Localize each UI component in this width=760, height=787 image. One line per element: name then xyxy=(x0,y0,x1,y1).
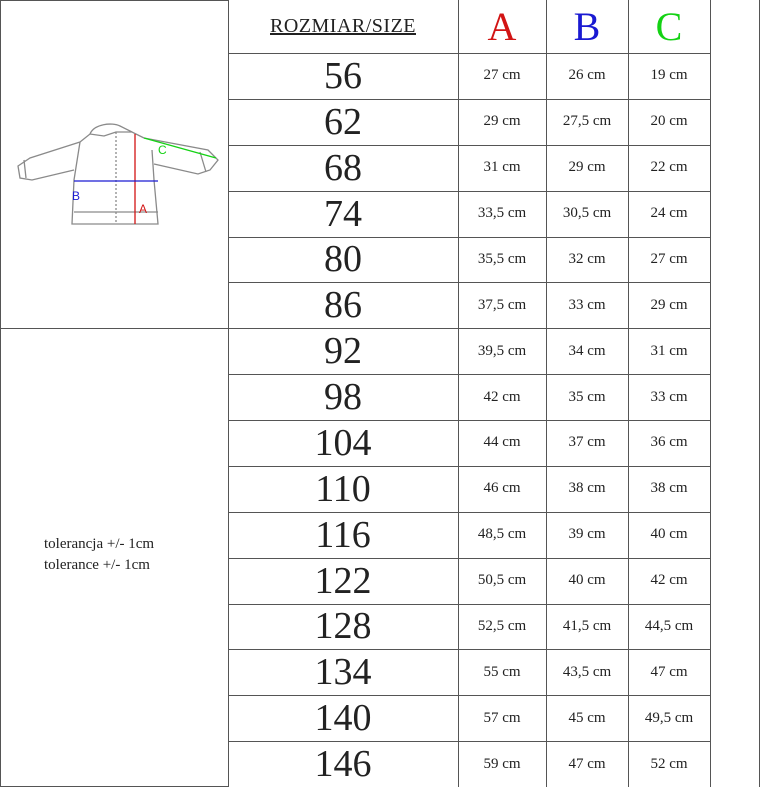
measure-a: 55 cm xyxy=(483,663,521,680)
jacket-diagram xyxy=(12,120,220,230)
measure-c: 33 cm xyxy=(650,388,688,405)
measure-b: 43,5 cm xyxy=(562,663,612,680)
measure-a: 37,5 cm xyxy=(477,296,527,313)
measure-b: 27,5 cm xyxy=(562,113,612,130)
measure-c: 19 cm xyxy=(650,67,688,84)
size-value: 62 xyxy=(324,100,362,143)
size-value: 92 xyxy=(324,330,362,373)
measure-c: 49,5 cm xyxy=(644,709,694,726)
size-value: 140 xyxy=(314,697,372,740)
measure-c: 47 cm xyxy=(650,663,688,680)
size-value: 128 xyxy=(314,605,372,648)
measure-b: 45 cm xyxy=(568,709,606,726)
size-value: 146 xyxy=(314,743,372,786)
size-header: ROZMIAR/SIZE xyxy=(270,15,416,37)
measure-c: 27 cm xyxy=(650,250,688,267)
measure-a: 27 cm xyxy=(483,67,521,84)
measure-b: 33 cm xyxy=(568,296,606,313)
size-value: 104 xyxy=(314,421,372,464)
measure-b: 37 cm xyxy=(568,434,606,451)
size-value: 56 xyxy=(324,54,362,97)
measure-a: 46 cm xyxy=(483,480,521,497)
label-b: B xyxy=(72,189,81,203)
size-value: 80 xyxy=(324,238,362,281)
measure-b: 30,5 cm xyxy=(562,205,612,222)
label-c: C xyxy=(158,143,167,157)
size-value: 122 xyxy=(314,559,372,602)
measure-b: 34 cm xyxy=(568,342,606,359)
measure-c: 31 cm xyxy=(650,342,688,359)
measure-a: 33,5 cm xyxy=(477,205,527,222)
measure-a: 31 cm xyxy=(483,159,521,176)
measure-a: 35,5 cm xyxy=(477,250,527,267)
measure-b: 41,5 cm xyxy=(562,617,612,634)
measure-a: 52,5 cm xyxy=(477,617,527,634)
measure-a: 29 cm xyxy=(483,113,521,130)
measure-c: 44,5 cm xyxy=(644,617,694,634)
column-header-b: B xyxy=(573,4,601,49)
size-value: 134 xyxy=(314,651,372,694)
size-value: 116 xyxy=(315,513,371,556)
measure-a: 59 cm xyxy=(483,755,521,772)
size-value: 86 xyxy=(324,284,362,327)
measure-b: 29 cm xyxy=(568,159,606,176)
measure-c: 42 cm xyxy=(650,572,688,589)
measure-a: 48,5 cm xyxy=(477,526,527,543)
measure-c: 38 cm xyxy=(650,480,688,497)
measure-b: 32 cm xyxy=(568,250,606,267)
measure-line-c xyxy=(144,138,216,158)
measure-a: 57 cm xyxy=(483,709,521,726)
measure-a: 44 cm xyxy=(483,434,521,451)
measure-b: 26 cm xyxy=(568,67,606,84)
size-value: 110 xyxy=(315,467,371,510)
measure-b: 39 cm xyxy=(568,526,606,543)
tolerance-pl: tolerancja +/- 1cm xyxy=(44,536,155,552)
size-value: 98 xyxy=(324,376,362,419)
measure-c: 52 cm xyxy=(650,755,688,772)
measure-c: 29 cm xyxy=(650,296,688,313)
jacket-outline xyxy=(18,124,218,224)
measure-b: 40 cm xyxy=(568,572,606,589)
measure-a: 50,5 cm xyxy=(477,572,527,589)
tolerance-en: tolerance +/- 1cm xyxy=(44,557,150,573)
tolerance-note xyxy=(44,534,154,576)
measure-c: 36 cm xyxy=(650,434,688,451)
measure-a: 39,5 cm xyxy=(477,342,527,359)
measure-b: 38 cm xyxy=(568,480,606,497)
size-value: 68 xyxy=(324,146,362,189)
column-header-a: A xyxy=(487,4,517,49)
measure-c: 20 cm xyxy=(650,113,688,130)
measure-c: 22 cm xyxy=(650,159,688,176)
measure-b: 47 cm xyxy=(568,755,606,772)
measure-c: 40 cm xyxy=(650,526,688,543)
size-value: 74 xyxy=(324,192,362,235)
column-header-c: C xyxy=(655,4,683,49)
label-a: A xyxy=(139,202,148,216)
measure-b: 35 cm xyxy=(568,388,606,405)
measure-c: 24 cm xyxy=(650,205,688,222)
measure-a: 42 cm xyxy=(483,388,521,405)
